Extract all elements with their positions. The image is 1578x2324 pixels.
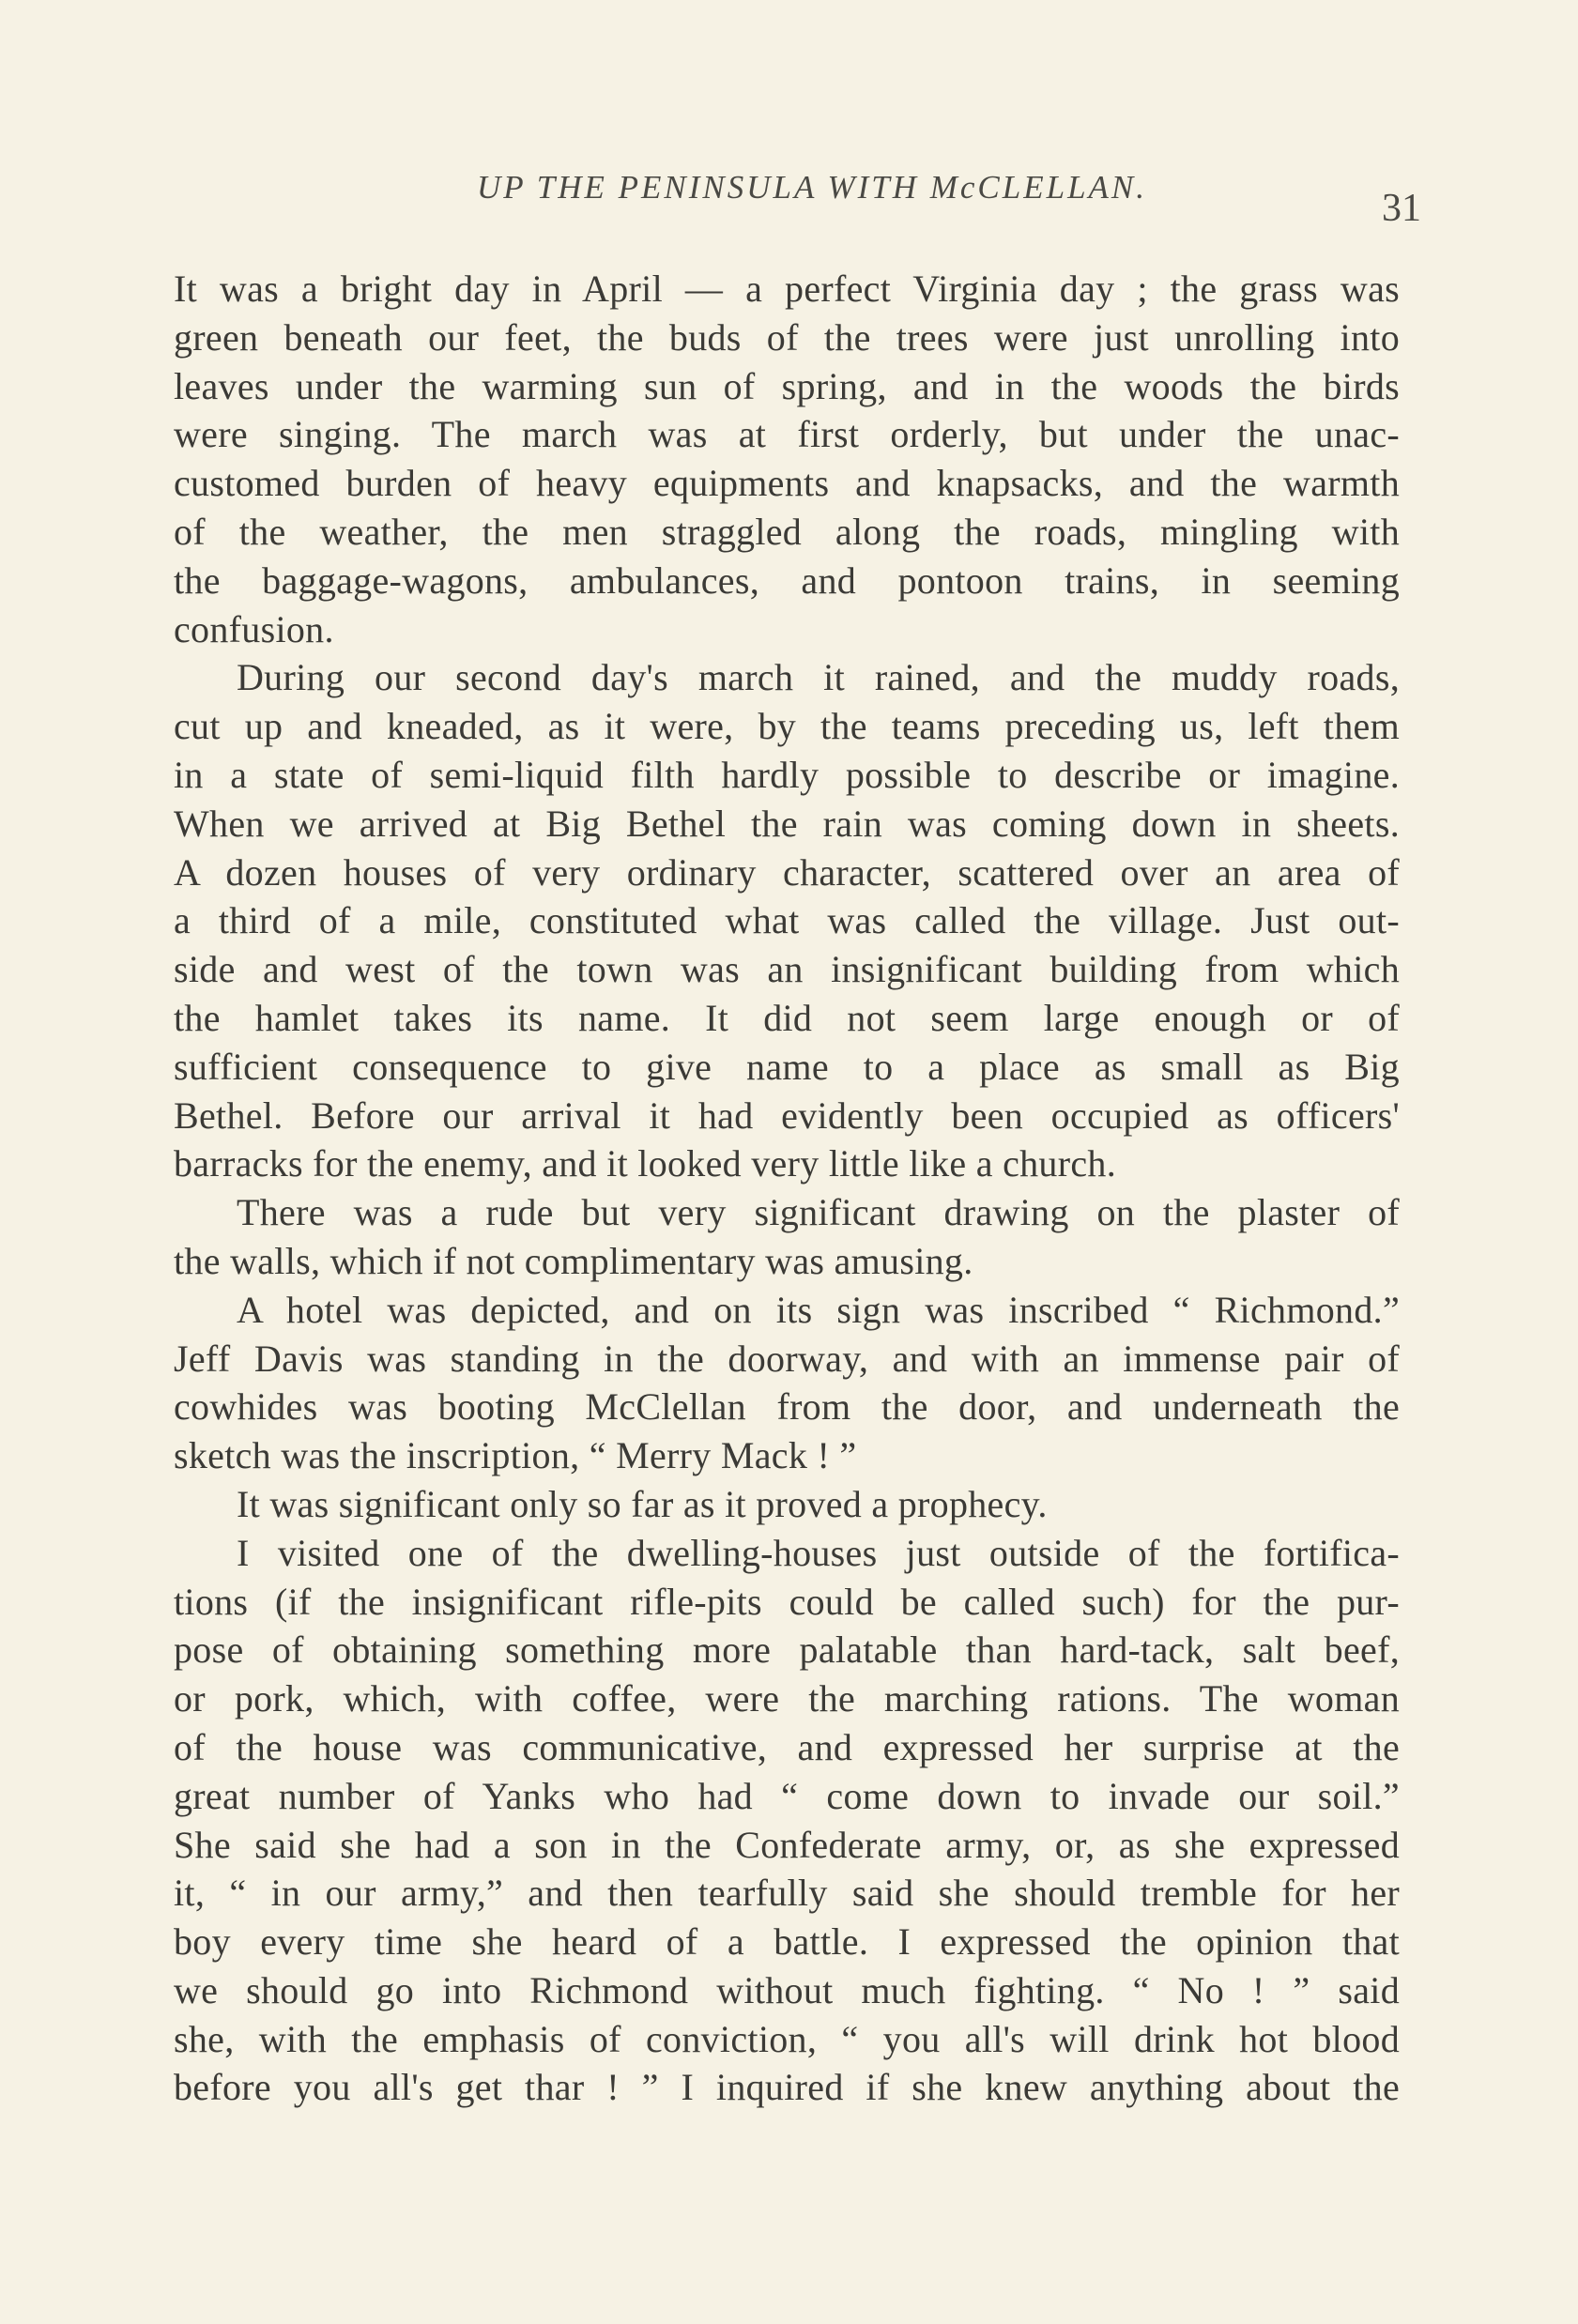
text-line: a third of a mile, constituted what was called the village. Just out- xyxy=(174,899,1400,942)
text-line: cut up and kneaded, as it were, by the teams preceding us, left them xyxy=(174,705,1400,748)
text-line: she, with the emphasis of conviction, “ you all's will drink hot blood xyxy=(174,2017,1400,2060)
text-line: boy every time she heard of a battle. I expressed the opinion that xyxy=(174,1920,1400,1964)
text-line: It was significant only so far as it proved a prophecy. xyxy=(237,1482,1048,1525)
running-header: UP THE PENINSULA WITH McCLELLAN. xyxy=(476,169,1148,206)
text-line: Bethel. Before our arrival it had evidently been occupied as officers' xyxy=(174,1093,1400,1137)
text-line: She said she had a son in the Confederate army, or, as she expressed xyxy=(174,1823,1400,1866)
text-line: in a state of semi-liquid filth hardly possible to describe or imagine. xyxy=(174,753,1400,796)
text-line: cowhides was booting McClellan from the door, and underneath the xyxy=(174,1385,1400,1429)
text-line: sufficient consequence to give name to a place as small as Big xyxy=(174,1045,1400,1088)
body-text xyxy=(174,265,1400,2112)
text-line: pose of obtaining something more palatable than hard-tack, salt beef, xyxy=(174,1628,1400,1672)
text-line: or pork, which, with coffee, were the marching rations. The woman xyxy=(174,1677,1400,1720)
text-line: were singing. The march was at first orderly, but under the unac- xyxy=(174,413,1400,456)
text-line: of the house was communicative, and expressed her surprise at the xyxy=(174,1725,1400,1768)
text-line: leaves under the warming sun of spring, and in the woods the birds xyxy=(174,364,1400,407)
text-line: we should go into Richmond without much fighting. “ No ! ” said xyxy=(174,1968,1400,2011)
text-line: it, “ in our army,” and then tearfully said she should tremble for her xyxy=(174,1872,1400,1915)
text-line: great number of Yanks who had “ come down to invade our soil.” xyxy=(174,1774,1400,1817)
text-line: side and west of the town was an insignificant building from which xyxy=(174,948,1400,991)
text-line: During our second day's march it rained, and the muddy roads, xyxy=(237,656,1400,699)
page-number: 31 xyxy=(1382,187,1421,230)
text-line: before you all's get thar ! ” I inquired if she knew anything about the xyxy=(174,2066,1400,2109)
text-line: barracks for the enemy, and it looked very little like a church. xyxy=(174,1142,1117,1185)
text-line: A dozen houses of very ordinary character, scattered over an area of xyxy=(174,850,1400,894)
text-line: the walls, which if not complimentary was amusing. xyxy=(174,1239,973,1282)
text-line: sketch was the inscription, “ Merry Mack ! ” xyxy=(174,1434,857,1477)
text-line: the hamlet takes its name. It did not seem large enough or of xyxy=(174,996,1400,1039)
text-line: confusion. xyxy=(174,607,334,650)
text-line: tions (if the insignificant rifle-pits could be called such) for the pur- xyxy=(174,1580,1400,1623)
text-line: There was a rude but very significant drawing on the plaster of xyxy=(237,1191,1400,1234)
text-line: the baggage-wagons, ambulances, and pontoon trains, in seeming xyxy=(174,558,1400,602)
text-line: of the weather, the men straggled along the roads, mingling with xyxy=(174,510,1400,553)
text-line: customed burden of heavy equipments and knapsacks, and the warmth xyxy=(174,462,1400,505)
text-line: When we arrived at Big Bethel the rain was coming down in sheets. xyxy=(174,802,1400,845)
text-line: It was a bright day in April — a perfect Virginia day ; the grass was xyxy=(174,268,1400,310)
text-line: green beneath our feet, the buds of the trees were just unrolling into xyxy=(174,315,1400,359)
text-line: Jeff Davis was standing in the doorway, and with an immense pair of xyxy=(174,1337,1400,1380)
text-line: I visited one of the dwelling-houses just outside of the fortifica- xyxy=(237,1531,1400,1574)
text-line: A hotel was depicted, and on its sign was inscribed “ Richmond.” xyxy=(237,1288,1400,1331)
